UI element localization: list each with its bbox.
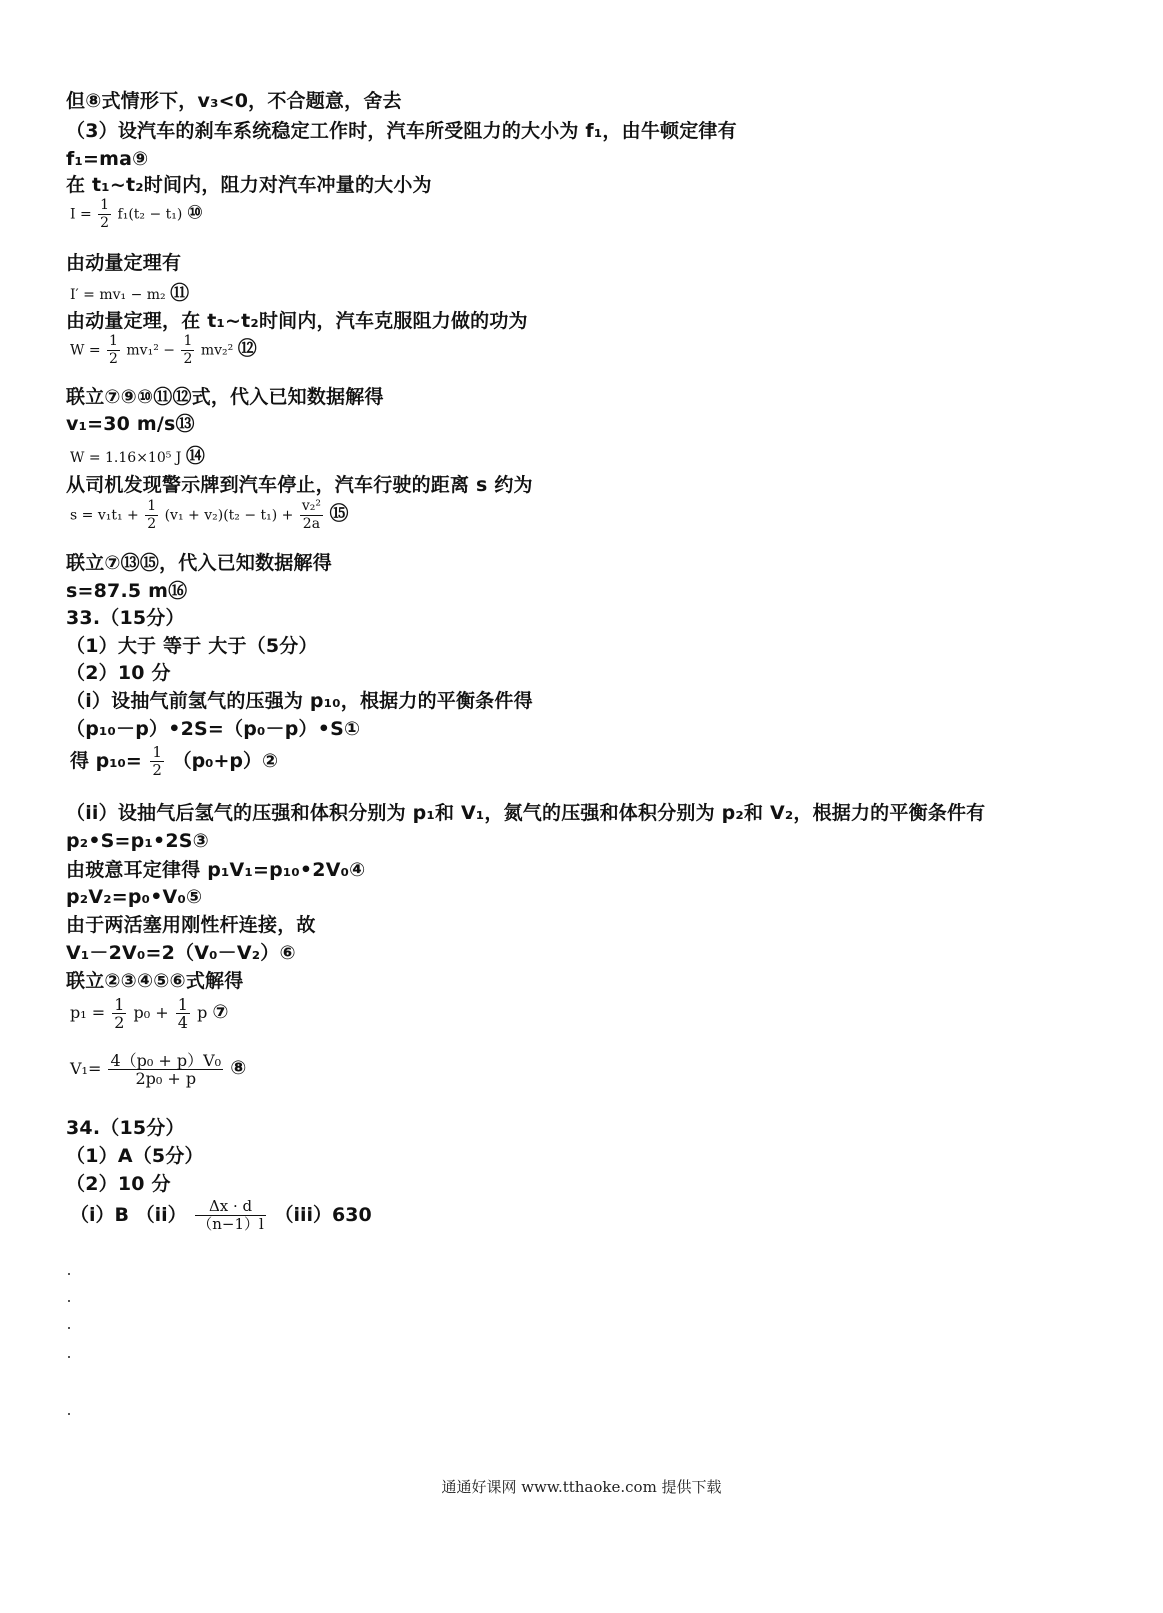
equation-2: 得 p₁₀= $\frac{1}{2}$ （p₀+p）②: [70, 743, 279, 779]
text-line: 在 t₁~t₂时间内，阻力对汽车冲量的大小为: [66, 174, 432, 196]
text-line: 33.（15分）: [66, 607, 185, 629]
text-line: s=87.5 m⑯: [66, 580, 188, 602]
text-line: （1）A（5分）: [66, 1145, 204, 1167]
text-line: 联立⑦⑬⑮，代入已知数据解得: [66, 552, 332, 574]
text-line: p₂V₂=p₀•V₀⑤: [66, 886, 203, 908]
answer-34-2: （i）B （ii） $\frac{\Delta x \cdot d}{(n-1)l}$ （iii）630: [70, 1197, 372, 1233]
paragraph-mark: [68, 1300, 70, 1302]
paragraph-mark: [68, 1327, 70, 1329]
text-line: 从司机发现警示牌到汽车停止，汽车行驶的距离 s 约为: [66, 474, 533, 496]
equation-10: I = $\frac{1}{2}$ f₁(t₂ − t₁) ⑩: [70, 197, 203, 231]
equation-11: I′ = mv₁ − m₂ ⑪: [70, 282, 190, 304]
text-line: （i）设抽气前氢气的压强为 p₁₀，根据力的平衡条件得: [66, 690, 533, 712]
text-line: （ii）设抽气后氢气的压强和体积分别为 p₁和 V₁，氮气的压强和体积分别为 p₂和 V₂，根据力的平衡条件有: [66, 802, 986, 824]
text-line: 由于两活塞用刚性杆连接，故: [66, 914, 316, 936]
text-line: 34.（15分）: [66, 1117, 185, 1139]
text-line: （p₁₀－p）•2S=（p₀－p）•S①: [66, 718, 361, 740]
equation-15: s = v₁t₁ + $\frac{1}{2}$ (v₁ + v₂)(t₂ − t₁) + $\frac{\text{v₂²}}{2a}$ ⑮: [70, 498, 349, 532]
text-line: （3）设汽车的刹车系统稳定工作时，汽车所受阻力的大小为 f₁，由牛顿定律有: [66, 120, 737, 142]
text-line: v₁=30 m/s⑬: [66, 413, 195, 435]
text-line: p₂•S=p₁•2S③: [66, 830, 209, 852]
paragraph-mark: [68, 1356, 70, 1358]
text-line: （2）10 分: [66, 662, 171, 684]
text-line: （2）10 分: [66, 1173, 171, 1195]
equation-7: p₁ = $\frac{1}{2}$ p₀ + $\frac{1}{4}$ p ⑦: [70, 995, 229, 1032]
equation-8: V₁= $\frac{\text{4（p₀ + p）V₀}}{\text{2p₀ + p}}$ ⑧: [70, 1051, 247, 1088]
text-line: 由动量定理有: [66, 252, 182, 274]
text-line: 但⑧式情形下，v₃<0，不合题意，舍去: [66, 90, 402, 112]
equation-12: W = $\frac{1}{2}$ mv₁² − $\frac{1}{2}$ mv₂² ⑫: [70, 333, 257, 367]
text-line: （1）大于 等于 大于（5分）: [66, 635, 318, 657]
text-line: 联立⑦⑨⑩⑪⑫式，代入已知数据解得: [66, 386, 384, 408]
text-line: 由玻意耳定律得 p₁V₁=p₁₀•2V₀④: [66, 859, 366, 881]
page-footer: 通通好课网 www.tthaoke.com 提供下载: [441, 1478, 722, 1496]
paragraph-mark: [68, 1413, 70, 1415]
text-line: 联立②③④⑤⑥式解得: [66, 970, 244, 992]
text-line: V₁－2V₀=2（V₀－V₂）⑥: [66, 942, 296, 964]
equation-14: W = 1.16×10⁵ J ⑭: [70, 445, 205, 467]
paragraph-mark: [68, 1273, 70, 1275]
text-line: 由动量定理，在 t₁~t₂时间内，汽车克服阻力做的功为: [66, 310, 528, 332]
text-line: f₁=ma⑨: [66, 148, 149, 170]
